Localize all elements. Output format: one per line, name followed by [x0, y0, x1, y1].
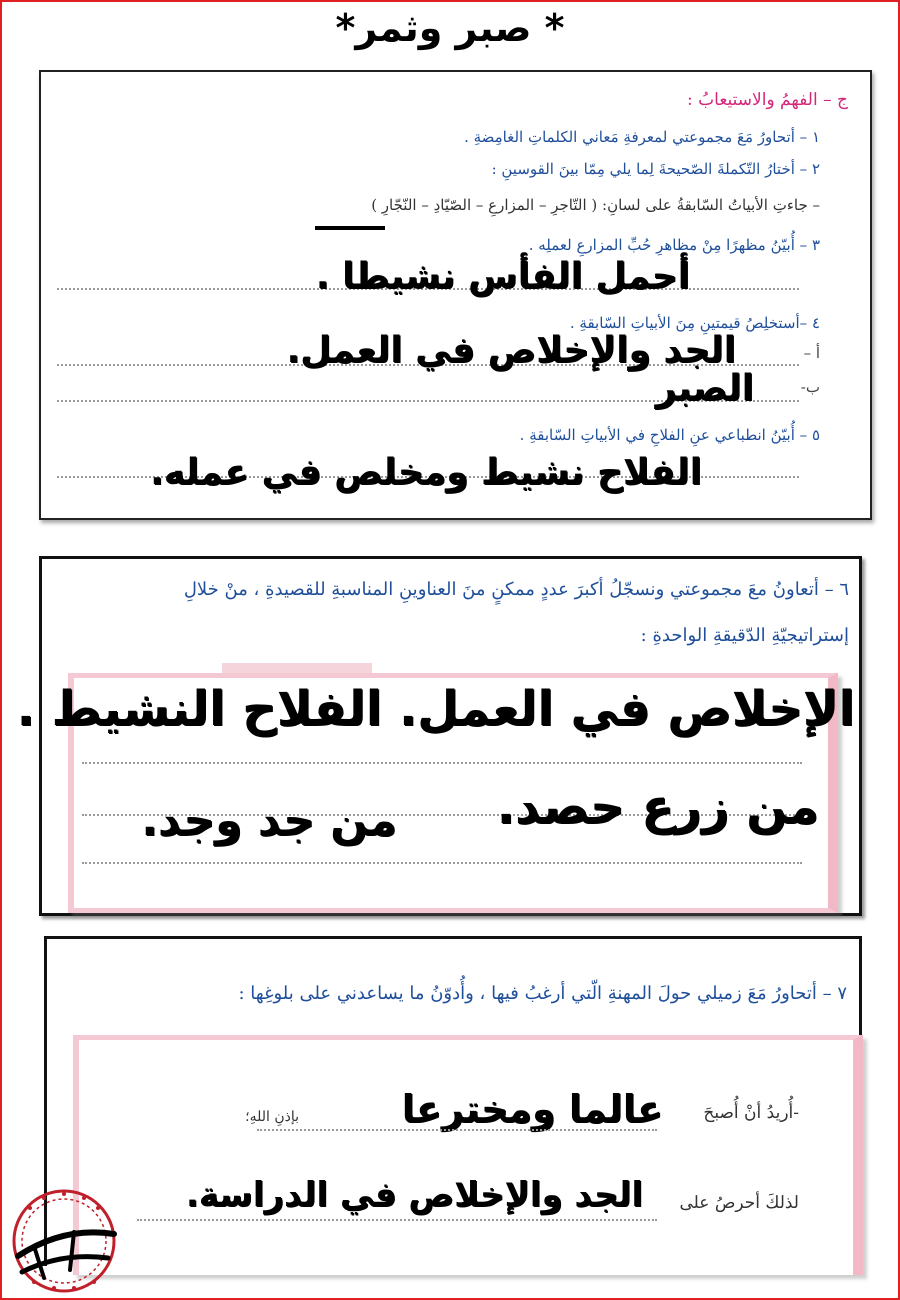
answer-titles-line-1: الإخلاص في العمل. الفلاح النشيط .: [16, 681, 855, 737]
answer-line: [82, 862, 802, 864]
strive-prefix: لذلكَ أحرصُ على: [679, 1193, 799, 1213]
answer-title-3: من زرع حصد.: [496, 779, 819, 835]
question-6-continued: إستراتيجيّةِ الدّقيقةِ الواحدةِ :: [640, 625, 849, 646]
page-title: * صبر وثمر*: [335, 6, 565, 50]
answer-3: أحمل الفأس نشيطا .: [315, 256, 690, 297]
strive-answer: الجد والإخلاص في الدراسة.: [185, 1175, 643, 1215]
question-2-options: – جاءتِ الأبياتُ السّابقةُ على لسانِ: ( التّاجرِ – المزارعِ – الصّيّادِ – النّجّارِ ): [371, 196, 820, 214]
question-1: ١ – أتحاورُ مَعَ مجموعتي لمعرفةِ مَعاني الكلماتِ الغامِضةِ .: [464, 128, 820, 146]
want-prefix: -أُريدُ أنْ أُصبحَ: [703, 1103, 799, 1123]
answer-line: [137, 1219, 657, 1221]
want-answer: عالما ومخترعا: [401, 1087, 663, 1131]
answer-line: [82, 762, 802, 764]
selected-answer-underline: [315, 226, 385, 230]
want-suffix: بإذنِ اللهِ؛: [245, 1109, 299, 1125]
question-4: ٤ –أستخلِصُ قيمتينِ مِنَ الأبياتِ السّابقةِ .: [569, 314, 820, 332]
label-b: ب-: [800, 378, 820, 396]
question-3: ٣ – أُبيّنُ مظهرًا مِنْ مظاهرِ حُبِّ المزارعِ لعملِه .: [528, 236, 820, 254]
answer-5: الفلاح نشيط ومخلص في عمله.: [150, 452, 702, 493]
career-card: [73, 1035, 863, 1275]
question-7: ٧ – أتحاورُ مَعَ زميلي حولَ المهنةِ الّتي أرغبُ فيها ، وأُدوّنُ ما يساعدني على بلوغِها :: [238, 983, 847, 1004]
signature-stamp: [4, 1186, 124, 1296]
titles-panel: [16, 556, 862, 916]
comprehension-panel: [39, 70, 872, 520]
answer-title-4: من جد وجد.: [141, 795, 397, 846]
answer-4a: الجد والإخلاص في العمل.: [286, 330, 736, 371]
career-panel: [44, 936, 862, 1266]
question-5: ٥ – أُبيّنُ انطباعي عنِ الفلاحِ في الأبياتِ السّابقةِ .: [519, 426, 820, 444]
answer-line: [257, 1129, 657, 1131]
question-6: ٦ – أتعاونُ معَ مجموعتي ونسجّلُ أكبرَ عددٍ ممكنٍ منَ العناوينِ المناسبةِ للقصيدةِ ، منْ خلالِ: [183, 579, 849, 600]
section-heading: ج – الفهمُ والاستيعابُ :: [687, 90, 848, 110]
question-2: ٢ – أختارُ التّكملةَ الصّحيحةَ لِما يلي مِمّا بينَ القوسينِ :: [491, 160, 820, 178]
answer-4b: الصبر: [655, 368, 754, 409]
label-a: أ –: [803, 344, 820, 362]
